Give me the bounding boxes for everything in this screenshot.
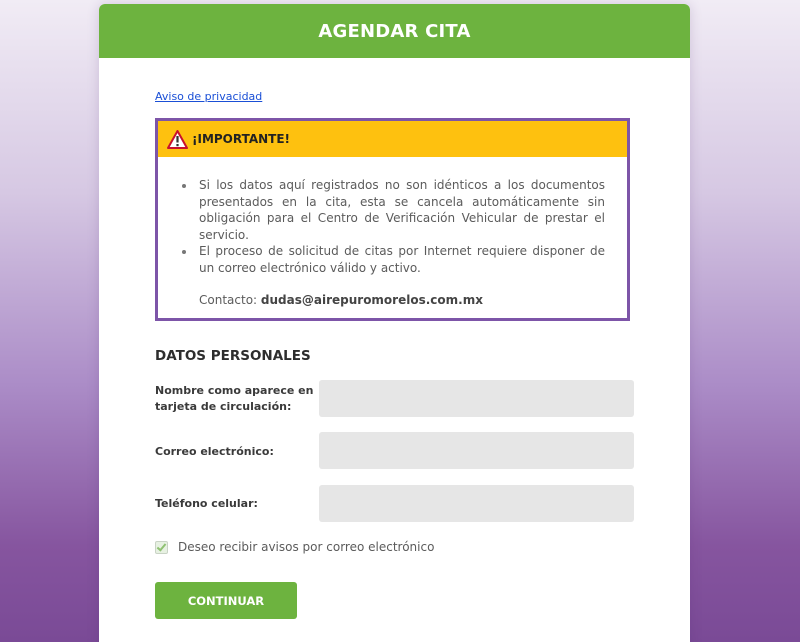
notifications-label[interactable]: Deseo recibir avisos por correo electrónico bbox=[178, 540, 435, 554]
section-title-personal-data: DATOS PERSONALES bbox=[155, 348, 311, 364]
appointment-card bbox=[99, 4, 690, 642]
notifications-row bbox=[155, 540, 434, 554]
page-title: AGENDAR CITA bbox=[318, 20, 471, 42]
important-notice-list bbox=[182, 177, 605, 276]
card-header bbox=[99, 4, 690, 58]
contact-line bbox=[182, 292, 605, 309]
notifications-checkbox[interactable] bbox=[155, 541, 168, 554]
important-notice-body bbox=[158, 157, 627, 309]
important-notice-title: ¡IMPORTANTE! bbox=[192, 132, 291, 146]
phone-input[interactable] bbox=[319, 485, 634, 522]
name-field-label: Nombre como aparece en tarjeta de circulación: bbox=[155, 384, 314, 413]
important-notice-box bbox=[155, 118, 630, 321]
phone-field-label: Teléfono celular: bbox=[155, 497, 258, 510]
email-input[interactable] bbox=[319, 432, 634, 469]
contact-label: Contacto: bbox=[199, 293, 258, 307]
warning-icon bbox=[167, 130, 188, 149]
contact-email: dudas@airepuromorelos.com.mx bbox=[260, 293, 483, 307]
continue-button[interactable]: CONTINUAR bbox=[155, 582, 297, 619]
notice-item: El proceso de solicitud de citas por Internet requiere disponer de un correo electrónico válido y activo. bbox=[182, 243, 605, 276]
email-field-label: Correo electrónico: bbox=[155, 445, 274, 458]
important-notice-header bbox=[158, 121, 627, 157]
privacy-notice-link[interactable]: Aviso de privacidad bbox=[155, 90, 263, 103]
notice-item: Si los datos aquí registrados no son idénticos a los documentos presentados en la cita, esta se cancela automáticamente sin obligación para el Centro de Verificación Vehicular de prestar el servicio. bbox=[182, 177, 605, 243]
name-input[interactable] bbox=[319, 380, 634, 417]
